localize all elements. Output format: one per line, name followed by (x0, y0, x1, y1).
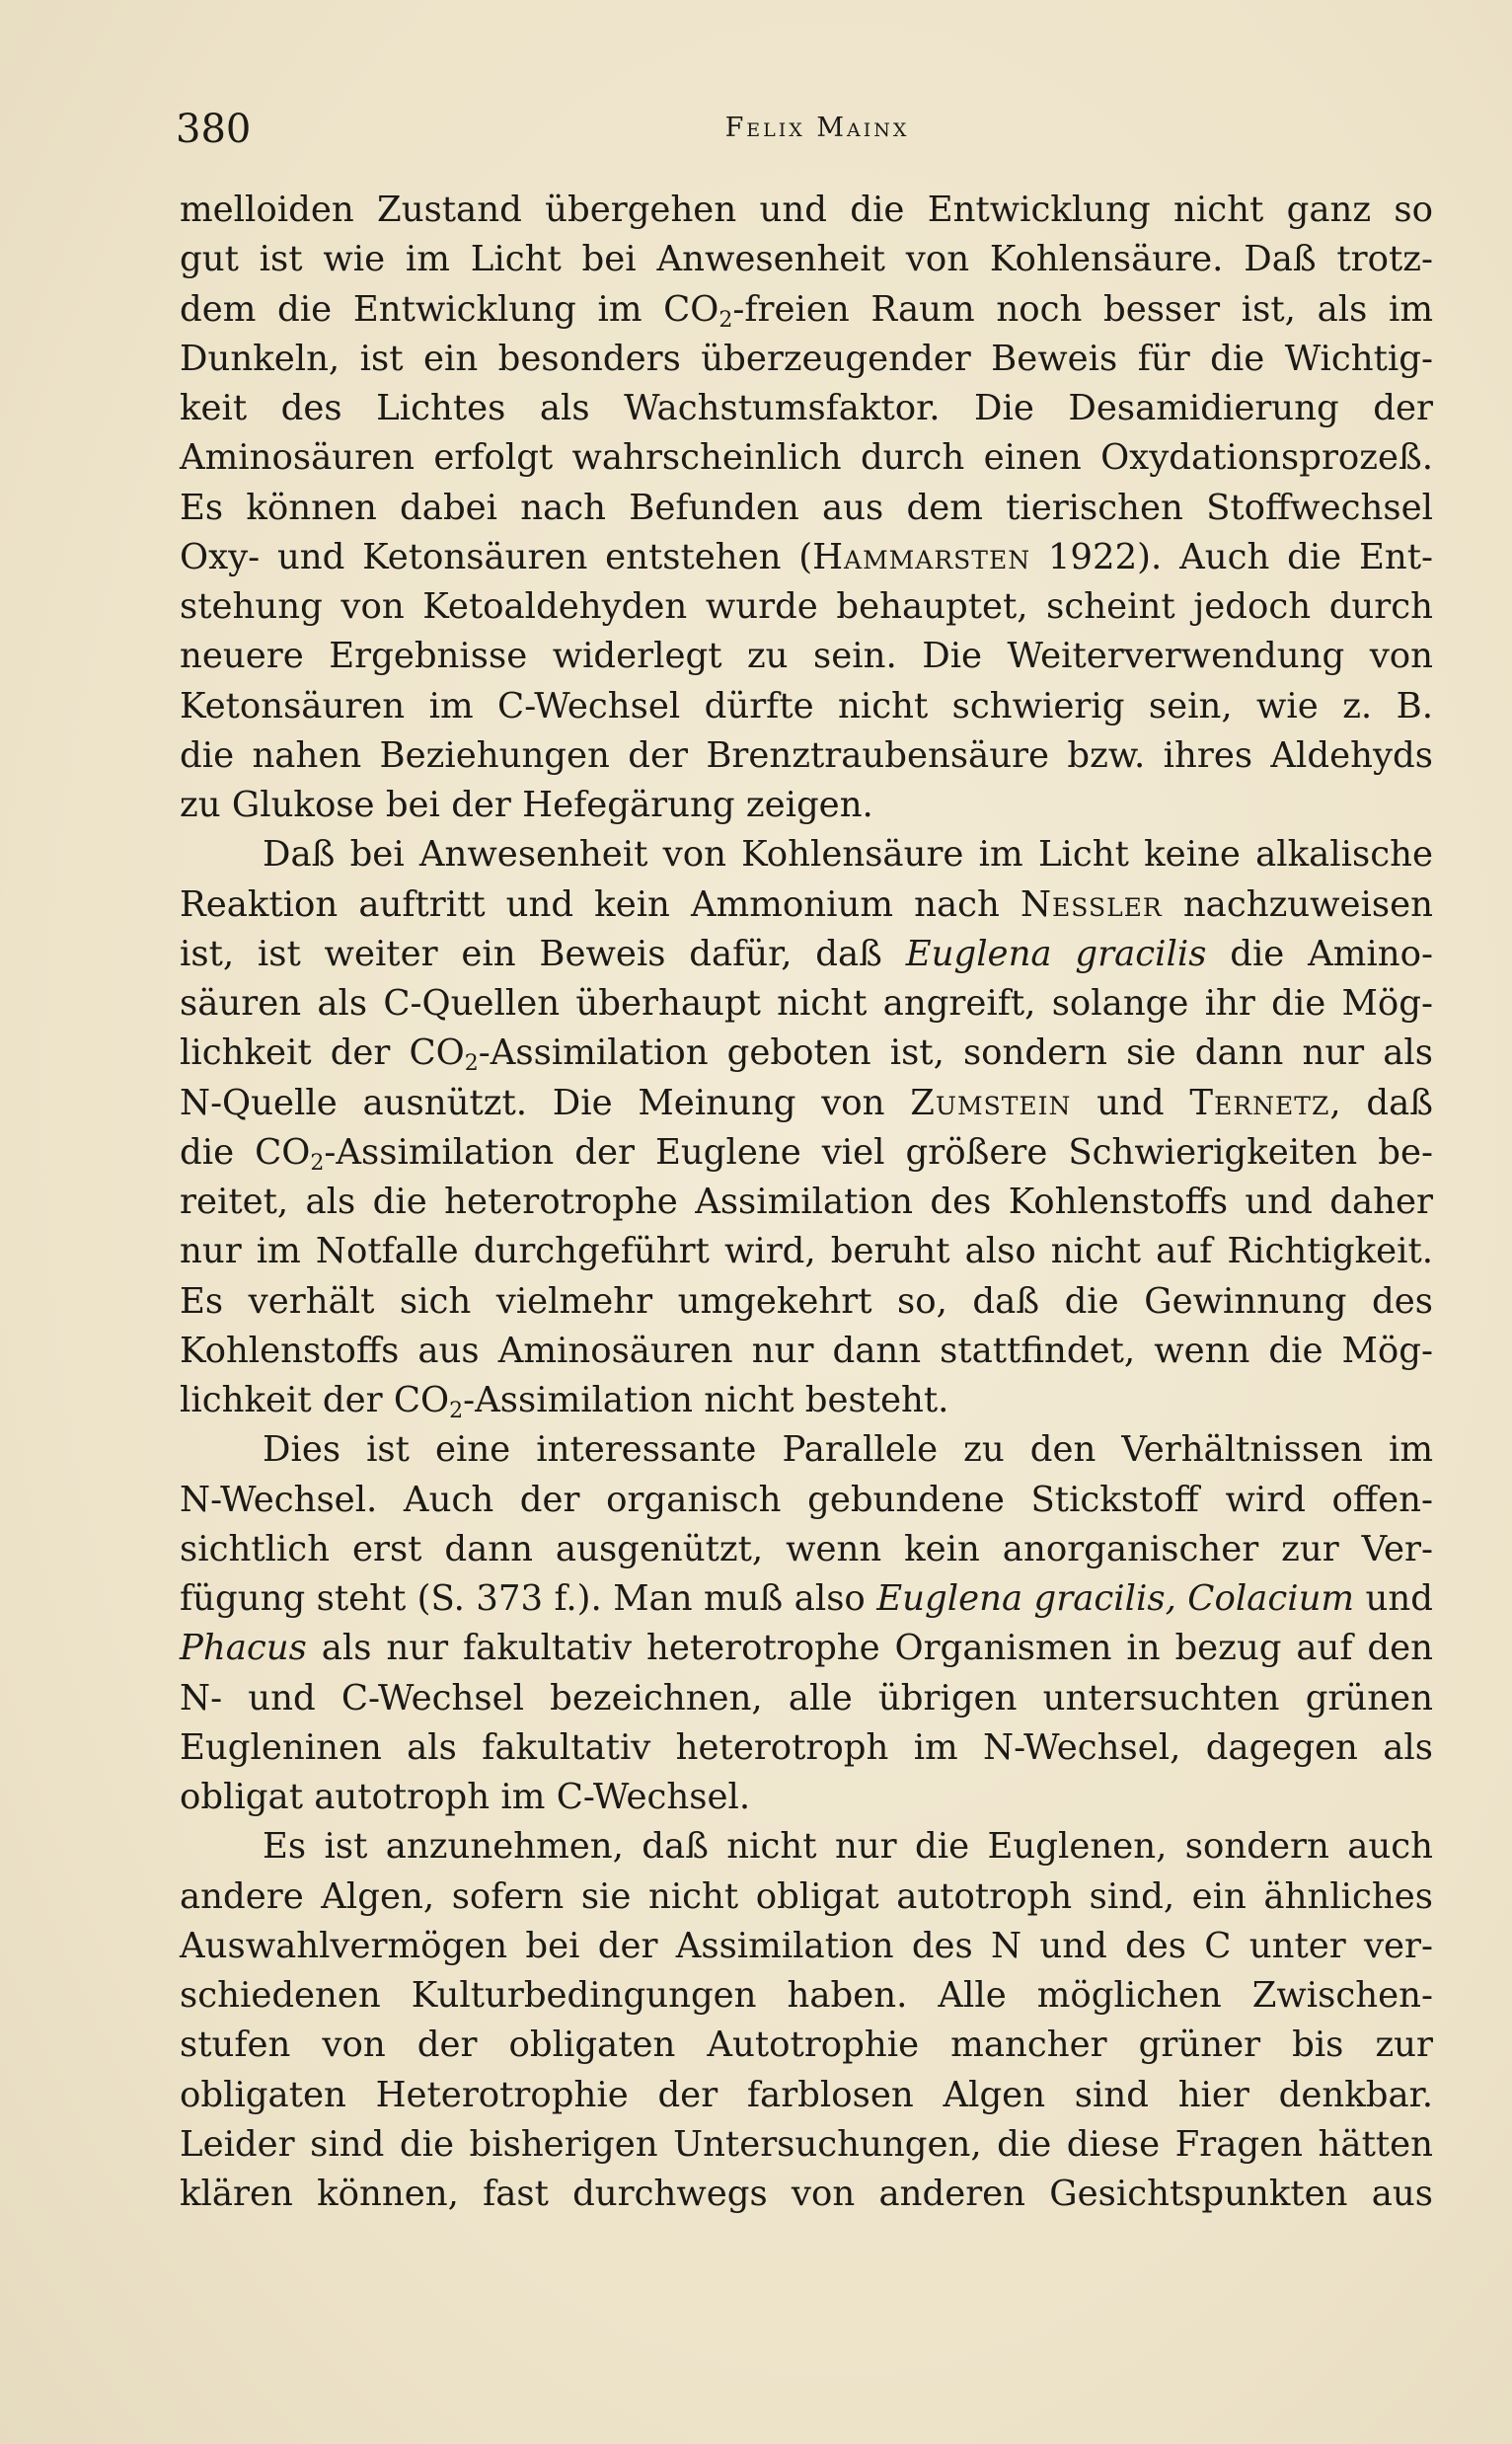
text-line: Es können dabei nach Befunden aus dem tierischen Stoffwechsel (180, 487, 1433, 528)
text-line: lichkeit der $CO_2$-Assimilation nicht besteht. (180, 1380, 949, 1423)
text-line: Leider sind die bisherigen Untersuchungen, die diese Fragen hätten (180, 2123, 1433, 2165)
text-line: ist, ist weiter ein Beweis dafür, daß Euglena gracilis die Amino- (180, 933, 1433, 974)
species-name: Euglena gracilis (905, 933, 1207, 974)
text-line: säuren als C-Quellen überhaupt nicht angreift, solange ihr die Mög- (180, 983, 1433, 1024)
text-line: keit des Lichtes als Wachstumsfaktor. Die Desamidierung der (180, 388, 1433, 428)
text-line: Kohlenstoffs aus Aminosäuren nur dann stattfindet, wenn die Mög- (180, 1330, 1433, 1371)
text-line: Phacus als nur fakultativ heterotrophe Organismen in bezug auf den (180, 1628, 1433, 1669)
text-line: obligaten Heterotrophie der farblosen Algen sind hier denkbar. (180, 2074, 1433, 2115)
text-line: stufen von der obligaten Autotrophie mancher grüner bis zur (180, 2024, 1433, 2066)
text-line: neuere Ergebnisse widerlegt zu sein. Die Weiterverwendung von (180, 636, 1433, 677)
text-line: Es verhält sich vielmehr umgekehrt so, daß die Gewinnung des (180, 1280, 1433, 1322)
text-line: andere Algen, sofern sie nicht obligat autotroph sind, ein ähnliches (180, 1875, 1433, 1917)
author-name: Zumstein (910, 1082, 1072, 1123)
text-line: reitet, als die heterotrophe Assimilation des Kohlenstoffs und daher (180, 1182, 1433, 1222)
text-line: dem die Entwicklung im $CO_2$-freien Raum noch besser ist, als im (180, 288, 1433, 333)
text-line: melloiden Zustand übergehen und die Entwicklung nicht ganz so (180, 190, 1433, 230)
text-line: nur im Notfalle durchgeführt wird, beruht also nicht auf Richtigkeit. (180, 1231, 1433, 1272)
text-line: Daß bei Anwesenheit von Kohlensäure im Licht keine alkalische (263, 834, 1433, 876)
body-text (180, 186, 1433, 2219)
text-line: Es ist anzunehmen, daß nicht nur die Euglenen, sondern auch (263, 1826, 1433, 1868)
text-line: Eugleninen als fakultativ heterotroph im N-Wechsel, dagegen als (180, 1726, 1433, 1768)
species-name: Euglena gracilis, Colacium (876, 1578, 1355, 1619)
text-line: fügung steht (S. 373 f.). Man muß also Euglena gracilis, Colacium und (180, 1578, 1433, 1619)
text-line: Dies ist eine interessante Parallele zu den Verhältnissen im (263, 1429, 1433, 1471)
text-line: schiedenen Kulturbedingungen haben. Alle möglichen Zwischen- (180, 1975, 1433, 2016)
text-line: die nahen Beziehungen der Brenztraubensäure bzw. ihres Aldehyds (180, 734, 1433, 776)
text-line: stehung von Ketoaldehyden wurde behauptet, scheint jedoch durch (180, 586, 1433, 627)
text-line: klären können, fast durchwegs von anderen Gesichtspunkten aus (180, 2174, 1433, 2214)
author-name: Ternetz (1189, 1082, 1330, 1123)
author-name: Hammarsten (812, 536, 1031, 577)
running-head: Felix Mainx (724, 113, 910, 143)
page-header (176, 107, 1439, 166)
text-line: zu Glukose bei der Hefegärung zeigen. (180, 785, 873, 825)
text-line: lichkeit der $CO_2$-Assimilation geboten ist, sondern sie dann nur als (180, 1032, 1433, 1077)
text-line: Aminosäuren erfolgt wahrscheinlich durch einen Oxydationsprozeß. (180, 437, 1433, 479)
page-number: 380 (176, 107, 252, 152)
text-line: Ketonsäuren im C-Wechsel dürfte nicht schwierig sein, wie z. B. (180, 685, 1433, 726)
text-line: Auswahlvermögen bei der Assimilation des N und des C unter ver- (180, 1925, 1433, 1966)
text-line: N-Quelle ausnützt. Die Meinung von Zumstein und Ternetz, daß (180, 1082, 1434, 1123)
text-line: N-Wechsel. Auch der organisch gebundene Stickstoff wird offen- (180, 1479, 1433, 1520)
text-line: die $CO_2$-Assimilation der Euglene viel größere Schwierigkeiten be- (180, 1131, 1433, 1176)
text-line: gut ist wie im Licht bei Anwesenheit von Kohlensäure. Daß trotz- (180, 239, 1433, 280)
author-name: Nessler (1020, 883, 1163, 925)
text-line: Dunkeln, ist ein besonders überzeugender Beweis für die Wichtig- (180, 338, 1433, 379)
text-line: Reaktion auftritt und kein Ammonium nach Nessler nachzuweisen (180, 883, 1434, 925)
text-line: N- und C-Wechsel bezeichnen, alle übrigen untersuchten grünen (180, 1677, 1433, 1718)
text-line: Oxy- und Ketonsäuren entstehen (Hammarsten 1922). Auch die Ent- (180, 536, 1433, 577)
text-line: sichtlich erst dann ausgenützt, wenn kein anorganischer zur Ver- (180, 1528, 1433, 1569)
text-line: obligat autotroph im C-Wechsel. (180, 1777, 751, 1817)
species-name: Phacus (180, 1628, 307, 1669)
